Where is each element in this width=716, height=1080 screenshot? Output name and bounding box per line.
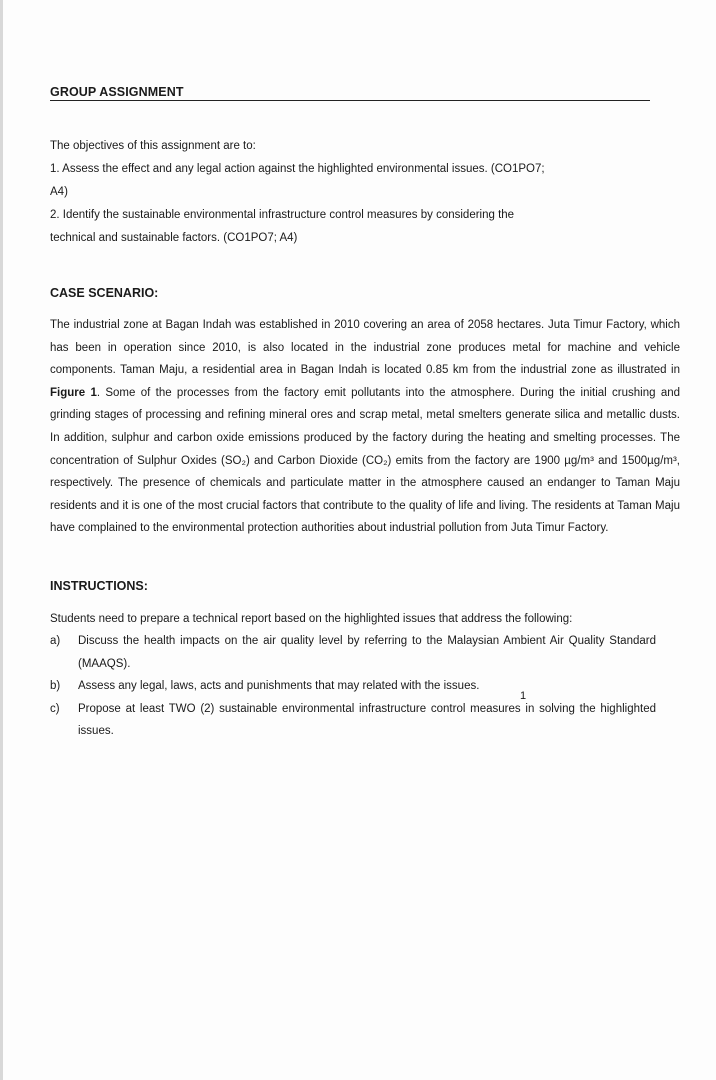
instruction-item — [50, 630, 656, 675]
case-scenario-paragraph — [50, 314, 680, 540]
instruction-text: Propose at least TWO (2) sustainable environmental infrastructure control measures in solving the highlighted issues. — [78, 702, 656, 738]
instructions-list — [50, 630, 656, 743]
instructions-intro — [50, 608, 656, 631]
case-text-part-1: The industrial zone at Bagan Indah was established in 2010 covering an area of 2058 hectares. Juta Timur Factory, which has been in operation since 2010, is also located in the industrial zone produces metal for machine and vehicle components. Taman Maju, a residential area in Bagan Indah is located 0.85 km from the industrial zone as illustrated in — [50, 319, 680, 377]
instruction-item — [50, 675, 656, 698]
case-text-part-2: . Some of the processes from the factory emit pollutants into the atmosphere. During the initial crushing and grinding stages of processing and refining mineral ores and scrap metal, metal smelters generate silica and metallic dusts. In addition, sulphur and carbon oxide emissions produced by the factory during the heating and smelting processes. The concentration of Sulphur Oxides (SO₂) and Carbon Dioxide (CO₂) emits from the factory are 1900 µg/m³ and 1500µg/m³, respectively. The presence of chemicals and particulate matter in the atmosphere caused an endanger to Taman Maju residents and it is one of the most crucial factors that contribute to the quality of life and living. The residents at Taman Maju have complained to the environmental protection authorities about industrial pollution from Juta Timur Factory. — [50, 386, 681, 535]
objectives-intro: The objectives of this assignment are to: — [50, 140, 256, 152]
objective-2-line-2: technical and sustainable factors. (CO1PO7; A4) — [50, 232, 298, 244]
instruction-marker: b) — [50, 680, 61, 693]
case-scenario-body — [50, 314, 680, 540]
instructions-intro-text: Students need to prepare a technical report based on the highlighted issues that address the following: — [50, 612, 573, 625]
objective-1-line-2: A4) — [50, 186, 68, 198]
objective-2-line-1: 2. Identify the sustainable environmental infrastructure control measures by considering the — [50, 209, 515, 221]
objective-1-line-1: 1. Assess the effect and any legal action against the highlighted environmental issues. (CO1PO7; — [50, 163, 545, 175]
instruction-marker: c) — [50, 702, 60, 715]
figure-reference: Figure 1 — [50, 386, 97, 399]
assignment-title: GROUP ASSIGNMENT — [50, 84, 650, 101]
case-scenario-heading: CASE SCENARIO: — [50, 286, 159, 300]
instruction-text: Discuss the health impacts on the air quality level by referring to the Malaysian Ambient Air Quality Standard (MAAQS). — [78, 635, 656, 670]
document-content — [50, 84, 682, 743]
instruction-marker: a) — [50, 635, 61, 648]
objectives-section — [50, 135, 650, 250]
page-edge — [0, 0, 3, 1080]
instruction-item — [50, 698, 656, 743]
instruction-text: Assess any legal, laws, acts and punishments that may related with the issues. — [78, 680, 480, 693]
page-number: 1 — [520, 690, 527, 702]
instructions-heading: INSTRUCTIONS: — [50, 578, 148, 593]
